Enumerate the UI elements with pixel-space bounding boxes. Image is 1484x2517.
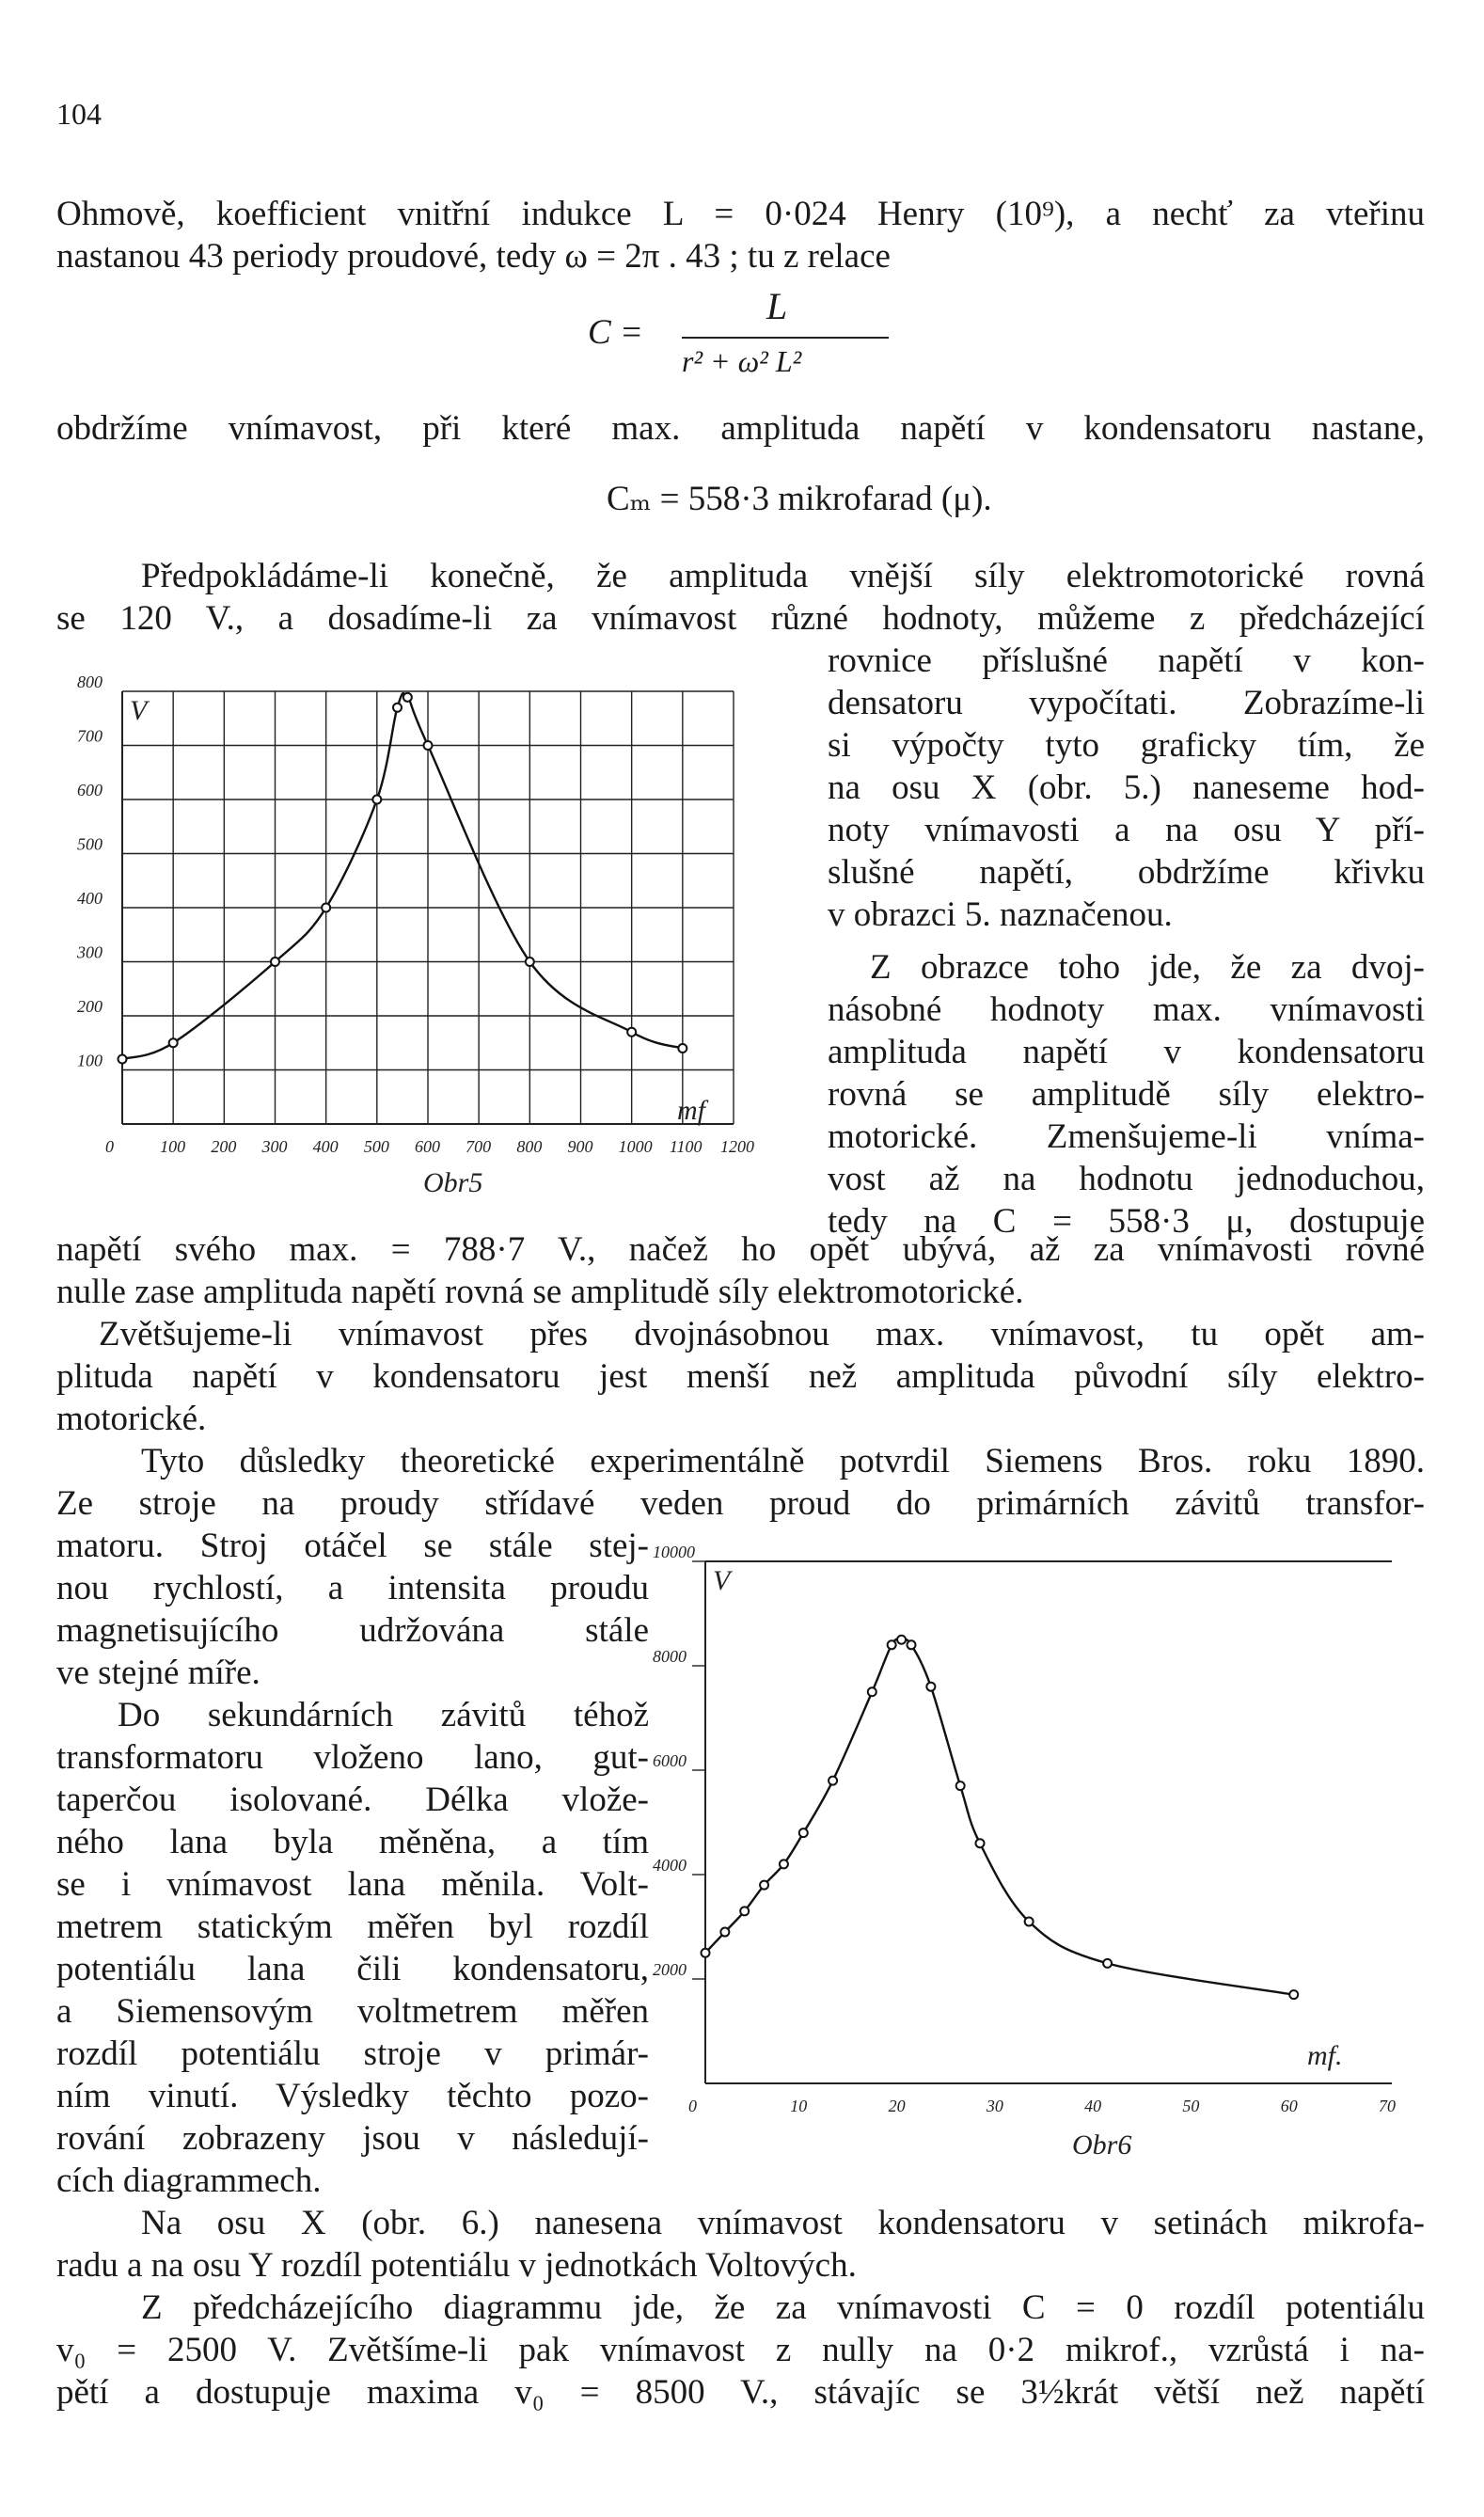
origin-label: 0 [105, 1137, 114, 1156]
x-tick-label: 400 [312, 1137, 339, 1156]
text-line: tedy na C = 558·3 μ, dostupuje [828, 1202, 1425, 1241]
data-point [1103, 1959, 1112, 1968]
data-point [393, 704, 402, 712]
text-line: slušné napětí, obdržíme křivku [828, 853, 1425, 892]
x-tick-label: 30 [986, 2097, 1003, 2115]
y-tick-label: 200 [77, 997, 103, 1016]
data-point [372, 796, 381, 804]
text-line: rozdíl potentiálu stroje v primár- [56, 2034, 649, 2073]
text-line: densatoru vypočítati. Zobrazíme-li [828, 684, 1425, 722]
data-point [403, 693, 412, 702]
text-line: a Siemensovým voltmetrem měřen [56, 1992, 649, 2031]
text-line: pětí a dostupuje maxima v₀ = 8500 V., stávajíc se 3½krát větší než napětí [56, 2373, 1425, 2412]
data-point [888, 1640, 896, 1649]
data-point [424, 741, 433, 750]
page-number: 104 [56, 97, 102, 131]
figure-caption: Obr5 [423, 1167, 483, 1198]
origin-label: 0 [688, 2097, 697, 2115]
x-tick-label: 600 [415, 1137, 440, 1156]
data-point [799, 1828, 808, 1837]
data-point [720, 1928, 729, 1937]
text-line: motorické. [56, 1400, 207, 1438]
text-line: se i vnímavost lana měnila. Volt- [56, 1865, 649, 1904]
data-point [627, 1028, 636, 1037]
y-tick-label: 8000 [653, 1647, 687, 1666]
figure-6-chart [653, 1543, 1429, 2173]
text-line: Předpokládáme-li konečně, že amplituda vnější síly elektromotorické rovná [141, 557, 1425, 595]
text-line: amplituda napětí v kondensatoru [828, 1033, 1425, 1071]
x-axis-label: mf. [1307, 2040, 1343, 2071]
data-point [271, 958, 279, 966]
x-tick-label: 10 [790, 2097, 808, 2115]
text-line: nulle zase amplituda napětí rovná se amplitudě síly elektromotorické. [56, 1273, 1024, 1311]
text-line: ného lana byla měněna, a tím [56, 1823, 649, 1861]
text-line: Do sekundárních závitů téhož [118, 1696, 649, 1734]
y-tick-label: 4000 [653, 1856, 687, 1875]
data-point [868, 1687, 876, 1696]
x-tick-label: 20 [888, 2097, 906, 2115]
x-axis-label: mf [677, 1095, 705, 1126]
text-line: na osu X (obr. 5.) naneseme hod- [828, 768, 1425, 807]
text-line: metrem statickým měřen byl rozdíl [56, 1908, 649, 1946]
text-line: si výpočty tyto graficky tím, že [828, 726, 1425, 765]
x-tick-label: 40 [1084, 2097, 1102, 2115]
y-tick-label: 600 [77, 781, 103, 799]
data-point [926, 1683, 935, 1691]
data-point [760, 1881, 768, 1890]
text-line: Z obrazce toho jde, že za dvoj- [870, 948, 1425, 987]
formula-capacity: C = L r² + ω² L² [588, 287, 908, 390]
x-tick-label: 70 [1379, 2097, 1396, 2115]
figure-6 [653, 1543, 1429, 2173]
y-axis-label: V [713, 1565, 731, 1596]
x-tick-label: 500 [363, 1137, 389, 1156]
text-line: v obrazci 5. naznačenou. [828, 895, 1173, 934]
text-line: cích diagrammech. [56, 2161, 322, 2200]
x-tick-label: 100 [160, 1137, 186, 1156]
text-line: motorické. Zmenšujeme-li vníma- [828, 1117, 1425, 1156]
data-point [740, 1907, 749, 1915]
data-point [976, 1839, 985, 1847]
x-tick-label: 1100 [669, 1137, 703, 1156]
data-point [169, 1038, 178, 1047]
data-curve [122, 693, 683, 1059]
data-point [702, 1949, 710, 1957]
text-line: Z předcházejícího diagrammu jde, že za vnímavosti C = 0 rozdíl potentiálu [141, 2288, 1425, 2327]
y-tick-label: 400 [77, 889, 103, 908]
text-line: napětí svého max. = 788·7 V., načež ho opět ubývá, až za vnímavosti rovné [56, 1230, 1425, 1269]
figure-caption: Obr6 [1072, 2129, 1132, 2161]
data-point [678, 1044, 687, 1053]
y-tick-label: 800 [77, 673, 103, 691]
data-point [956, 1781, 965, 1790]
x-tick-label: 50 [1182, 2097, 1200, 2115]
text-line: ním vinutí. Výsledky těchto pozo- [56, 2077, 649, 2115]
data-point [322, 904, 330, 912]
data-point [897, 1636, 906, 1644]
text-line: vost až na hodnotu jednoduchou, [828, 1160, 1425, 1198]
text-line: Zvětšujeme-li vnímavost přes dvojnásobnou max. vnímavost, tu opět am- [99, 1315, 1425, 1353]
text-line: se 120 V., a dosadíme-li za vnímavost různé hodnoty, můžeme z předcházející [56, 599, 1425, 638]
figure-5 [75, 635, 809, 1199]
y-tick-label: 6000 [653, 1751, 687, 1770]
text-line: taperčou isolované. Délka vlože- [56, 1781, 649, 1819]
text-line: násobné hodnoty max. vnímavosti [828, 990, 1425, 1029]
data-point [526, 958, 534, 966]
text-line: Ohmově, koefficient vnitřní indukce L = 0·024 Henry (10⁹), a nechť za vteřinu [56, 195, 1425, 233]
y-tick-label: 700 [77, 726, 103, 746]
x-tick-label: 60 [1280, 2097, 1298, 2115]
data-point [780, 1860, 788, 1868]
text-line: magnetisujícího udržována stále [56, 1611, 649, 1650]
data-point [1289, 1990, 1298, 1999]
data-point [118, 1055, 127, 1064]
text-line: ve stejné míře. [56, 1654, 260, 1692]
data-point [908, 1640, 916, 1649]
text-line: Ze stroje na proudy střídavé veden proud do primárních závitů transfor- [56, 1484, 1425, 1523]
text-line: obdržíme vnímavost, při které max. amplituda napětí v kondensatoru nastane, [56, 409, 1425, 448]
x-tick-label: 300 [261, 1137, 288, 1156]
figure-5-chart [75, 635, 809, 1199]
text-line: rovnice příslušné napětí v kon- [828, 641, 1425, 680]
x-tick-label: 1200 [720, 1137, 754, 1156]
text-line: rování zobrazeny jsou v následují- [56, 2119, 649, 2158]
y-axis-label: V [130, 695, 148, 726]
text-line: Tyto důsledky theoretické experimentálně potvrdil Siemens Bros. roku 1890. [141, 1442, 1425, 1480]
y-tick-label: 500 [77, 834, 103, 854]
text-line: nou rychlostí, a intensita proudu [56, 1569, 649, 1607]
text-line: rovná se amplitudě síly elektro- [828, 1075, 1425, 1114]
x-tick-label: 1000 [618, 1137, 653, 1156]
y-tick-label: 10000 [653, 1543, 695, 1561]
text-line: transformatoru vloženo lano, gut- [56, 1738, 649, 1777]
text-line: Na osu X (obr. 6.) nanesena vnímavost kondensatoru v setinách mikrofa- [141, 2204, 1425, 2242]
text-line: plituda napětí v kondensatoru jest menší než amplituda původní síly elektro- [56, 1357, 1425, 1396]
text-line: radu a na osu Y rozdíl potentiálu v jednotkách Voltových. [56, 2246, 857, 2285]
text-line: v₀ = 2500 V. Zvětšíme-li pak vnímavost z nully na 0·2 mikrof., vzrůstá i na- [56, 2331, 1425, 2369]
text-line: nastanou 43 periody proudové, tedy ω = 2π . 43 ; tu z relace [56, 237, 891, 276]
text-line: matoru. Stroj otáčel se stále stej- [56, 1527, 649, 1565]
text-line: potentiálu lana čili kondensatoru, [56, 1950, 649, 1988]
y-tick-label: 100 [77, 1051, 103, 1070]
text-line: noty vnímavosti a na osu Y pří- [828, 811, 1425, 849]
formula-max-capacity: Cₘ = 558·3 mikrofarad (μ). [607, 480, 992, 518]
x-tick-label: 200 [211, 1137, 237, 1156]
x-tick-label: 800 [516, 1137, 543, 1156]
y-tick-label: 2000 [653, 1960, 687, 1979]
data-point [1025, 1917, 1034, 1925]
x-tick-label: 900 [567, 1137, 593, 1156]
data-point [829, 1777, 837, 1785]
y-tick-label: 300 [77, 942, 103, 962]
x-tick-label: 700 [466, 1137, 492, 1156]
data-curve [705, 1639, 1294, 1995]
